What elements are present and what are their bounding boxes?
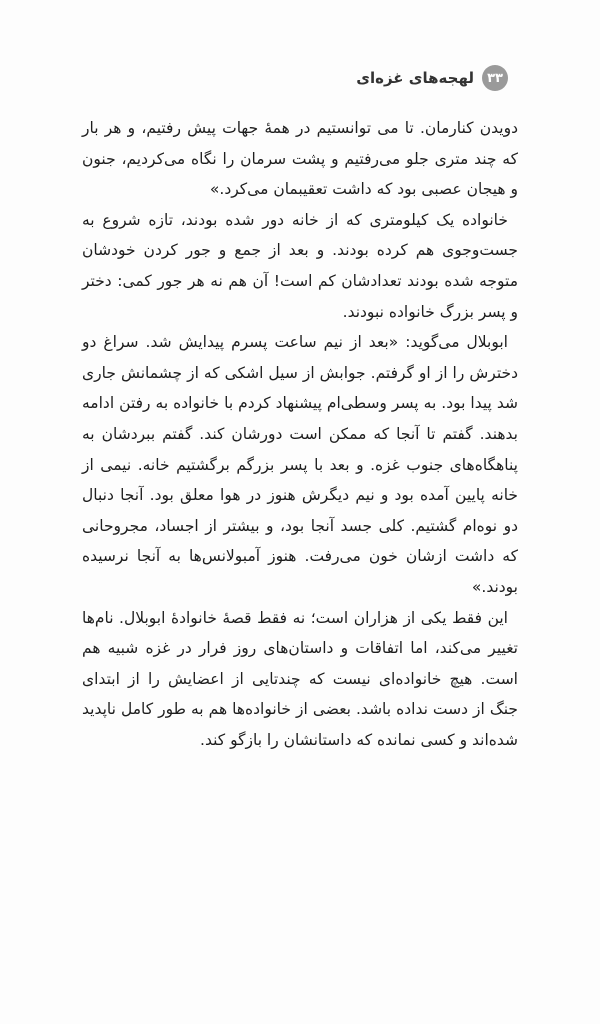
- body-text: [82, 113, 518, 755]
- paragraph: ابوبلال می‌گوید: «بعد از نیم ساعت پسرم پیدایش شد. سراغ دو دخترش را از او گرفتم. جوابش از سیل اشکی که از چشمانش جاری شد پیدا بود. به پسر وسطی‌ام پیشنهاد کردم با خانواده به رفتن ادامه بدهند. گفتم تا آنجا که ممکن است دورشان کند. گفتم ببردشان به پناهگاه‌های جنوب غزه. و بعد با پسر بزرگم برگشتیم خانه. نیمی از خانه پایین آمده بود و نیم دیگرش هنوز در هوا معلق بود. آنجا دنبال دو نوه‌ام گشتیم. کلی جسد آنجا بود، و بیشتر از اجساد، مجروحانی که داشت ازشان خون می‌رفت. هنوز آمبولانس‌ها به آنجا نرسیده بودند.»: [82, 333, 518, 596]
- page-number-badge: ۳۳: [482, 65, 508, 91]
- paragraph: خانواده یک کیلومتری که از خانه دور شده بودند، تازه شروع به جست‌وجوی هم کرده بودند. و بعد از جمع و جور کردن خودشان متوجه شده بودند تعدادشان کم است! آن هم نه هر جور کمی: دختر و پسر بزرگ خانواده نبودند.: [82, 210, 518, 321]
- page-header: [356, 63, 508, 93]
- paragraph: این فقط یکی از هزاران است؛ نه فقط قصهٔ خانوادهٔ ابوبلال. نام‌ها تغییر می‌کند، اما اتفاقات و داستان‌های روز فرار در غزه شبیه هم است. هیچ خانواده‌ای نیست که چندتایی از اعضایش را از ابتدای جنگ از دست نداده باشد. بعضی از خانواده‌ها هم به طور کامل ناپدید شده‌اند و کسی نمانده که داستانشان را بازگو کند.: [82, 608, 518, 749]
- running-title: لهجه‌های غزه‌ای: [356, 69, 474, 87]
- paragraph-continued: دویدن کنارمان. تا می توانستیم در همهٔ جهات پیش رفتیم، و هر بار که چند متری جلو می‌رفتیم و پشت سرمان را نگاه می‌کردیم، جنون و هیجان عصبی بود که داشت تعقیبمان می‌کرد.»: [82, 119, 518, 199]
